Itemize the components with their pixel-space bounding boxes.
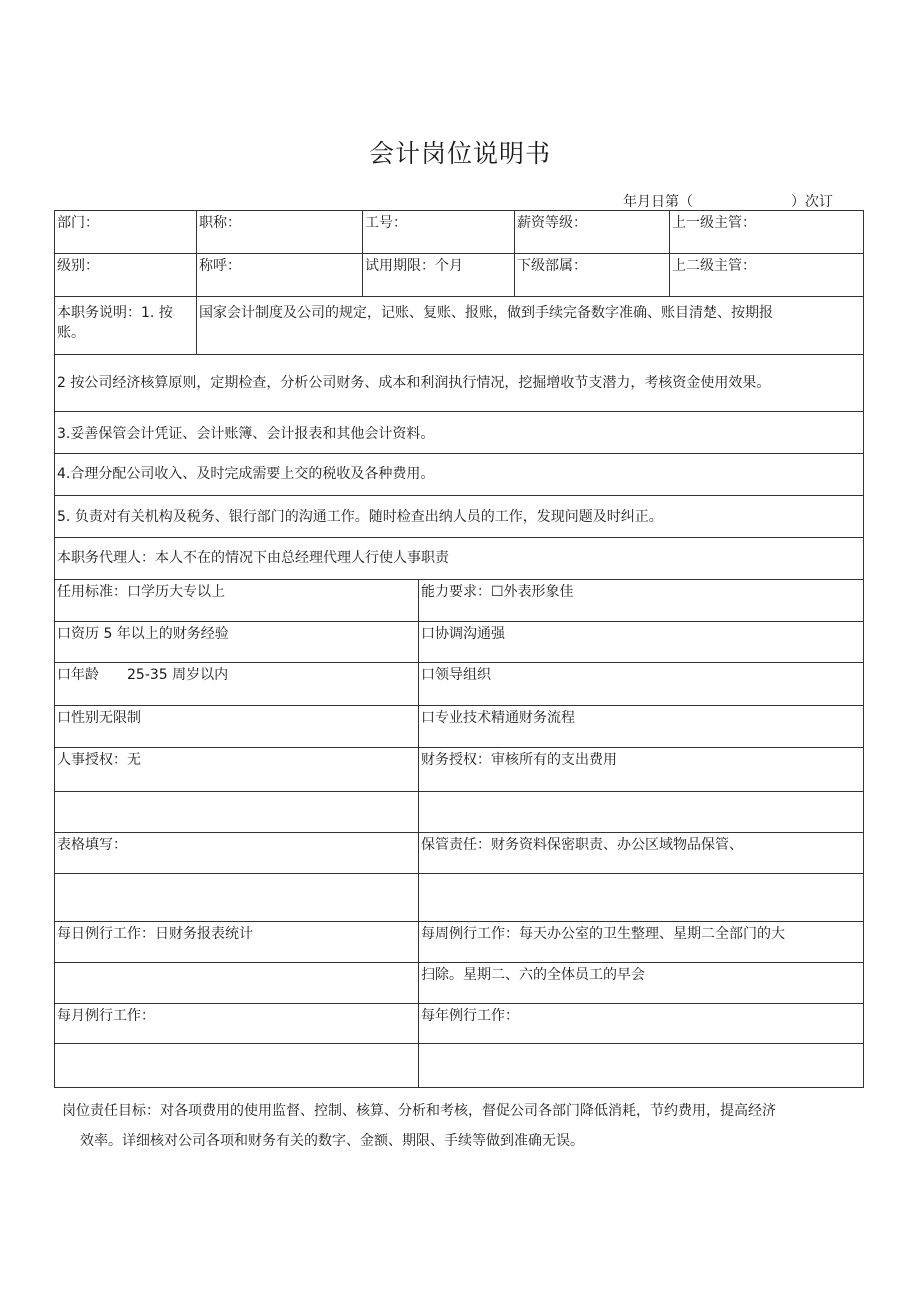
requirement-row-4 [54,706,864,748]
requirement-row-3 [54,663,864,706]
duty-item-2: 2 按公司经济核算原则，定期检查，分析公司财务、成本和利润执行情况，挖掘增收节支潜力，考核资金使用效果。 [57,375,771,391]
requirement-left-3: 口年龄 25-35 周岁以内 [57,667,229,683]
monthly-row [54,1004,864,1044]
hr-authority: 人事授权：无 [57,752,141,768]
weekly-cont-row [54,963,864,1004]
blank-cell-left [55,792,418,832]
cell-salutation: 称呼： [196,254,362,296]
cell-probation: 试用期限：个月 [362,254,514,296]
duty-row-4 [54,454,864,496]
requirement-row-2 [54,622,864,663]
revision-left: 年月日第（ [623,194,693,210]
duty-item-4: 4.合理分配公司收入、及时完成需要上交的税收及各种费用。 [57,466,435,482]
blank-cell-right [418,874,863,921]
duty-row-3 [54,412,864,454]
form-fill-row [54,833,864,874]
weekly-routine-cont: 扫除。星期二、六的全体员工的早会 [418,963,863,1003]
duty-row-2 [54,355,864,412]
deputy-text: 本职务代理人：本人不在的情况下由总经理代理人行使人事职责 [57,550,449,566]
blank-cell-right [418,792,863,832]
requirement-right-1: 能力要求：☐外表形象佳 [418,580,863,621]
job-description-table [54,210,864,1088]
requirement-right-4: 口专业技术精通财务流程 [418,706,863,747]
cell-department: 部门： [57,215,99,231]
header-row-1 [54,210,864,254]
revision-right: ）次订 [791,194,833,210]
authority-row [54,748,864,792]
finance-authority: 财务授权：审核所有的支出费用 [418,748,863,791]
goal-line-1: 岗位责任目标：对各项费用的使用监督、控制、核算、分析和考核，督促公司各部门降低消耗，节约费用，提高经济 [62,1103,776,1119]
deputy-row [54,538,864,580]
requirement-right-2: 口协调沟通强 [418,622,863,662]
duty-item-5: 5. 负责对有关机构及税务、银行部门的沟通工作。随时检查出纳人员的工作，发现问题及时纠正。 [57,509,663,525]
daily-routine: 每日例行工作：日财务报表统计 [57,926,253,942]
blank-cell-left [55,963,418,1003]
blank-cell-left [55,874,418,921]
revision-blank [693,191,791,211]
duty-row [54,297,864,355]
yearly-routine: 每年例行工作： [418,1004,863,1043]
monthly-routine: 每月例行工作： [57,1008,155,1024]
requirement-left-1: 任用标准：口学历大专以上 [57,584,225,600]
requirement-row-1 [54,580,864,622]
revision-line [623,191,843,211]
blank-row-3 [54,1044,864,1088]
daily-row [54,922,864,963]
requirement-left-2: 口资历 5 年以上的财务经验 [57,626,229,642]
cell-title: 职称： [196,211,362,253]
blank-row-2 [54,874,864,922]
cell-employee-id: 工号： [362,211,514,253]
cell-salary-grade: 薪资等级： [514,211,669,253]
duty-row-5 [54,496,864,538]
goal-line-2: 效率。详细核对公司各项和财务有关的数字、金额、期限、手续等做到准确无误。 [80,1133,584,1149]
duty-label [55,297,196,354]
blank-cell-right [418,1044,863,1087]
duty-text: 国家会计制度及公司的规定，记账、复账、报账，做到手续完备数字准确、账目清楚、按期报 [196,297,863,354]
blank-cell-left [55,1044,418,1087]
requirement-left-4: 口性别无限制 [57,710,141,726]
blank-row-1 [54,792,864,833]
custody-duty: 保管责任：财务资料保密职责、办公区域物品保管、 [418,833,863,873]
cell-subordinates: 下级部属： [514,254,669,296]
duty-item-3: 3.妥善保管会计凭证、会计账簿、会计报表和其他会计资料。 [57,426,435,442]
cell-supervisor-2: 上二级主管： [669,254,863,296]
form-fill: 表格填写： [57,837,127,853]
job-goal [62,1096,862,1156]
duty-label-line-1: 本职务说明：1. 按 [57,305,173,321]
requirement-right-3: 口领导组织 [418,663,863,705]
page-title: 会计岗位说明书 [368,139,551,168]
duty-label-line-2: 账。 [57,325,85,341]
cell-supervisor-1: 上一级主管： [669,211,863,253]
header-row-2 [54,254,864,297]
weekly-routine: 每周例行工作：每天办公室的卫生整理、星期二全部门的大 [418,922,863,962]
cell-level: 级别： [57,258,99,274]
